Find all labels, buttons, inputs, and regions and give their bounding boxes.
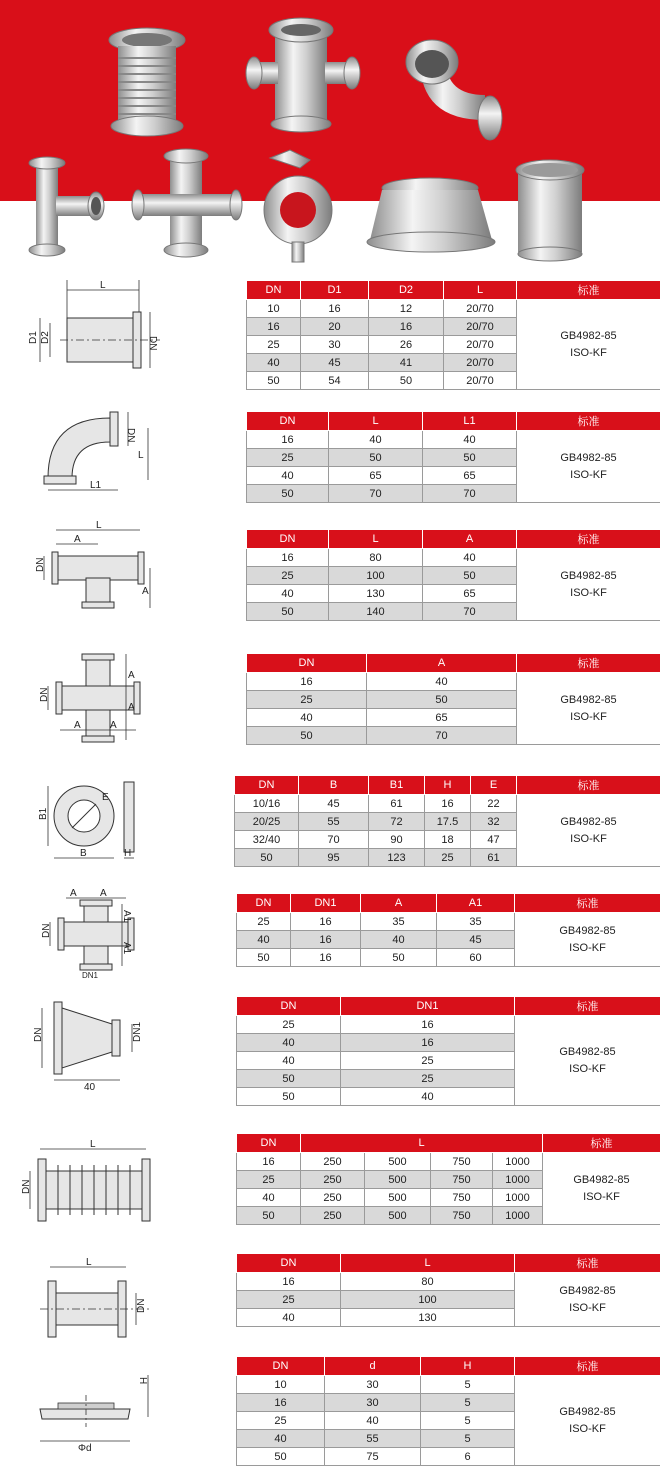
svg-text:A: A	[70, 888, 77, 899]
svg-text:A: A	[110, 720, 117, 731]
table-row: 16 250 500 750 1000 GB4982-85 ISO-KF	[237, 1153, 660, 1171]
reducer-diagram	[0, 980, 230, 1115]
table-row: 25 16 35 35 GB4982-85 ISO-KF	[237, 913, 660, 931]
nipple-table: DN L 标准 16 80 GB4982-85 ISO-KF 25 100 40 130	[236, 1254, 660, 1327]
svg-text:L: L	[100, 280, 106, 291]
table-row: 50 54 50 20/70	[247, 372, 660, 390]
table-row: 40 45 41 20/70	[247, 354, 660, 372]
svg-text:Φd: Φd	[78, 1443, 92, 1454]
table-row: 40 65	[247, 709, 660, 727]
svg-text:L: L	[90, 1139, 96, 1150]
table-row: 16 40 40 GB4982-85 ISO-KF	[247, 431, 660, 449]
table-row: 40 25	[237, 1052, 660, 1070]
elbow-table: DN L L1 标准 16 40 40 GB4982-85 ISO-KF 25 50 50 40 65 65 50 70 70	[246, 412, 660, 503]
svg-text:40: 40	[84, 1082, 96, 1093]
svg-text:H: H	[137, 1377, 148, 1385]
svg-text:DN: DN	[147, 336, 158, 351]
svg-text:A: A	[128, 702, 135, 713]
product-photo-banner	[0, 0, 660, 268]
svg-text:B1: B1	[38, 807, 49, 820]
table-row: 40 130	[237, 1309, 660, 1327]
clamp-photo	[264, 150, 332, 262]
table-row: 16 30 5	[237, 1394, 660, 1412]
standard-cell: GB4982-85 ISO-KF	[515, 913, 660, 967]
standard-cell: GB4982-85 ISO-KF	[517, 549, 660, 621]
table-row: 25 50	[247, 691, 660, 709]
bellows-table: DN L 标准 16 250 500 750 1000 GB4982-85 ISO-KF 25 250 500 750 1000 40 250 500 750 1000 50 250 500 750 1000	[236, 1134, 660, 1225]
svg-text:L: L	[138, 450, 144, 461]
section-cross	[0, 636, 660, 760]
col-d2: D2	[369, 281, 444, 300]
section-tee	[0, 516, 660, 636]
svg-text:A: A	[142, 586, 149, 597]
cross-table: DN A 标准 16 40 GB4982-85 ISO-KF 25 50 40 65 50 70	[246, 654, 660, 745]
svg-text:A: A	[128, 670, 135, 681]
svg-text:H: H	[124, 848, 132, 859]
blank-flange-diagram	[0, 1347, 230, 1467]
col-l: L	[444, 281, 517, 300]
bellows-photo	[109, 28, 185, 136]
standard-cell: GB4982-85 ISO-KF	[543, 1153, 660, 1225]
svg-text:B: B	[80, 848, 87, 859]
svg-text:DN: DN	[35, 557, 46, 572]
table-row: 20/25 55 72 17.5 32	[235, 813, 660, 831]
standard-cell: GB4982-85 ISO-KF	[517, 673, 660, 745]
standard-cell: GB4982-85 ISO-KF	[517, 300, 660, 390]
table-row: 16 80 40 GB4982-85 ISO-KF	[247, 549, 660, 567]
five-way-cross-table: DN DN1 A A1 标准 25 16 35 35 GB4982-85 ISO-KF 40 16 40 45 50 16 50 60	[236, 894, 660, 967]
table-row: 50 75 6	[237, 1448, 660, 1466]
tee-table: DN L A 标准 16 80 40 GB4982-85 ISO-KF 25 100 50 40 130 65 50 140 70	[246, 530, 660, 621]
table-row: 25 250 500 750 1000	[237, 1171, 660, 1189]
table-row: 50 95 123 25 61	[235, 849, 660, 867]
standard-cell: GB4982-85 ISO-KF	[515, 1376, 660, 1466]
table-row: 16 80 GB4982-85 ISO-KF	[237, 1273, 660, 1291]
svg-text:L: L	[96, 520, 102, 531]
table-row: 40 130 65	[247, 585, 660, 603]
table-row: 10 16 12 20/70 GB4982-85 ISO-KF	[247, 300, 660, 318]
table-row: 50 25	[237, 1070, 660, 1088]
section-nipple	[0, 1235, 660, 1347]
standard-cell: GB4982-85 ISO-KF	[517, 431, 660, 503]
clamp-diagram	[0, 760, 230, 878]
standard-cell: GB4982-85 ISO-KF	[515, 1016, 660, 1106]
table-row: 10 30 5 GB4982-85 ISO-KF	[237, 1376, 660, 1394]
five-way-cross-diagram	[0, 878, 230, 980]
elbow-photo	[406, 40, 502, 140]
tube-photo	[516, 160, 584, 261]
table-row: 25 100 50	[247, 567, 660, 585]
table-row: 50 140 70	[247, 603, 660, 621]
table-row: 50 16 50 60	[237, 949, 660, 967]
svg-text:DN1: DN1	[132, 1021, 143, 1042]
cross-photo	[246, 18, 360, 132]
reducer-table: DN DN1 标准 25 16 GB4982-85 ISO-KF 40 16 40 25 50 25 50 40	[236, 997, 660, 1106]
table-row: 10/16 45 61 16 22 GB4982-85 ISO-KF	[235, 795, 660, 813]
tee-diagram	[0, 516, 230, 636]
standard-cell: GB4982-85 ISO-KF	[515, 1273, 660, 1327]
table-row: 50 250 500 750 1000	[237, 1207, 660, 1225]
svg-text:DN: DN	[21, 1179, 32, 1194]
section-elbow	[0, 398, 660, 516]
table-row: 25 30 26 20/70	[247, 336, 660, 354]
table-row: 50 70 70	[247, 485, 660, 503]
table-row: 50 70	[247, 727, 660, 745]
table-row: 25 50 50	[247, 449, 660, 467]
table-row: 40 250 500 750 1000	[237, 1189, 660, 1207]
section-straight-tube	[0, 268, 660, 398]
table-row: 32/40 70 90 18 47	[235, 831, 660, 849]
table-row: 16 20 16 20/70	[247, 318, 660, 336]
blank-flange-table: DN d H 标准 10 30 5 GB4982-85 ISO-KF 16 30 5 25 40 5 40 55 5 50 75 6	[236, 1357, 660, 1466]
tee-photo	[29, 157, 104, 256]
elbow-diagram	[0, 398, 230, 516]
table-row: 40 65 65	[247, 467, 660, 485]
col-dn: DN	[247, 281, 301, 300]
section-clamp	[0, 760, 660, 878]
svg-text:DN: DN	[39, 687, 50, 702]
section-reducer	[0, 980, 660, 1115]
svg-text:A: A	[74, 534, 81, 545]
col-standard: 标准	[517, 281, 660, 300]
svg-text:E: E	[102, 792, 109, 803]
svg-text:L: L	[86, 1257, 92, 1268]
svg-text:DN: DN	[33, 1027, 44, 1042]
svg-text:A1: A1	[121, 942, 132, 955]
svg-text:DN: DN	[125, 428, 136, 443]
table-row: 50 40	[237, 1088, 660, 1106]
table-row: 40 16 40 45	[237, 931, 660, 949]
straight-tube-diagram	[0, 268, 230, 398]
svg-text:DN: DN	[41, 923, 52, 938]
standard-cell: GB4982-85 ISO-KF	[517, 795, 660, 867]
table-row: 40 16	[237, 1034, 660, 1052]
svg-text:DN1: DN1	[82, 971, 99, 980]
col-d1: D1	[301, 281, 369, 300]
table-row: 25 40 5	[237, 1412, 660, 1430]
svg-text:D2: D2	[40, 331, 51, 344]
reducer-photo	[367, 178, 495, 252]
svg-text:D1: D1	[28, 331, 39, 344]
section-blank-flange	[0, 1347, 660, 1467]
cross-diagram	[0, 636, 230, 760]
svg-text:A1: A1	[121, 910, 132, 923]
bellows-diagram	[0, 1115, 230, 1235]
svg-text:A: A	[74, 720, 81, 731]
table-row: 16 40 GB4982-85 ISO-KF	[247, 673, 660, 691]
table-row: 40 55 5	[237, 1430, 660, 1448]
straight-tube-table	[246, 281, 660, 390]
table-row: 25 16 GB4982-85 ISO-KF	[237, 1016, 660, 1034]
nipple-diagram	[0, 1235, 230, 1347]
svg-text:L1: L1	[90, 480, 102, 491]
svg-text:A: A	[100, 888, 107, 899]
cross-2-photo	[132, 149, 242, 257]
section-five-way-cross	[0, 878, 660, 980]
clamp-table: DN B B1 H E 标准 10/16 45 61 16 22 GB4982-85 ISO-KF 20/25 55 72 17.5 32 32/40 70 90 18 47 50 95 123 25 61	[234, 776, 660, 867]
table-row: 25 100	[237, 1291, 660, 1309]
section-bellows	[0, 1115, 660, 1235]
svg-text:DN: DN	[136, 1298, 147, 1313]
